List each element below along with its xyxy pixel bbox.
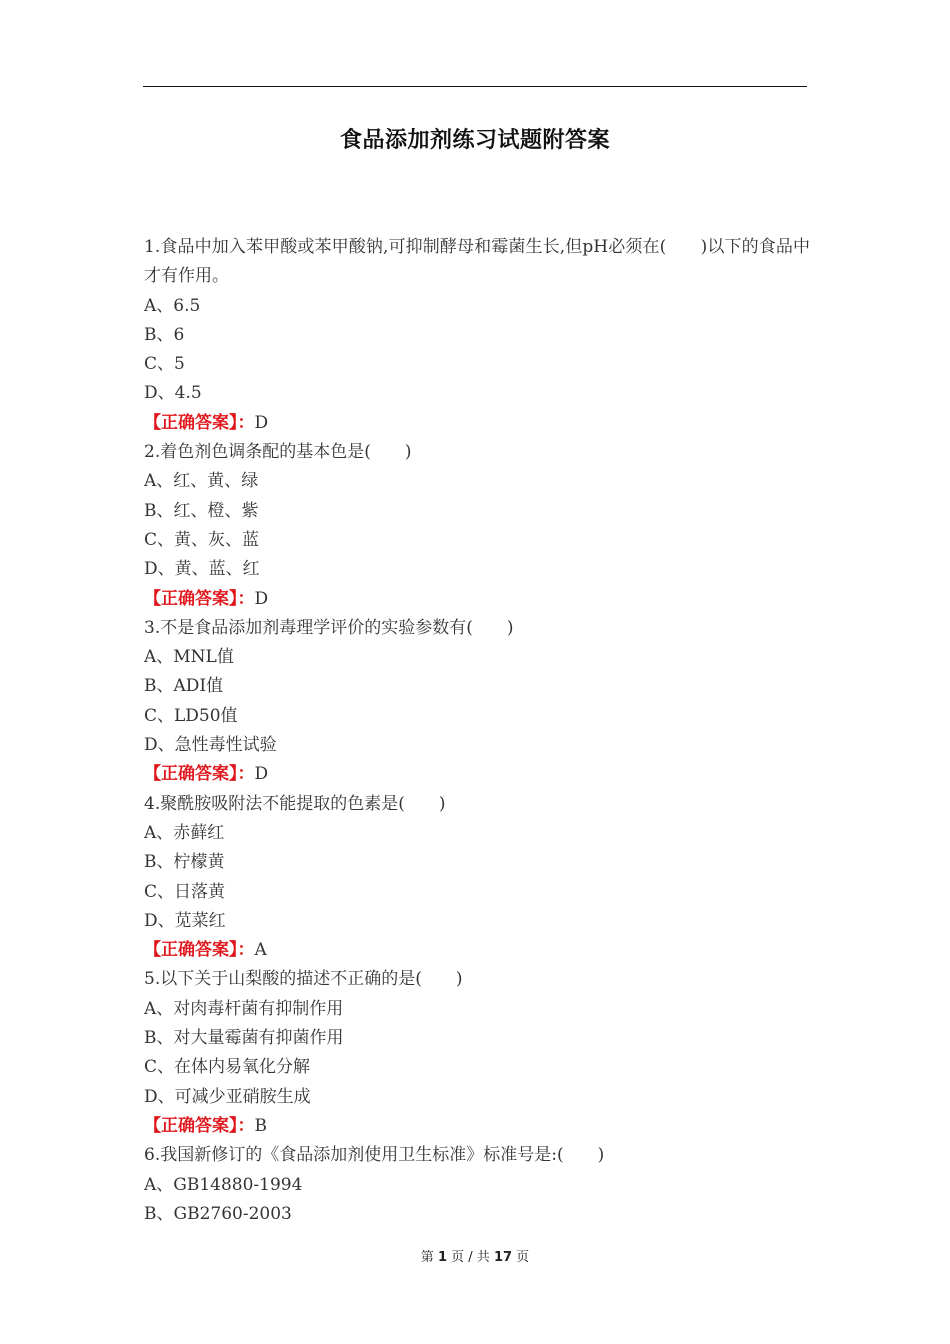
answer-label: 【正确答案】： [144, 412, 255, 433]
answer-label: 【正确答案】： [144, 764, 255, 785]
footer-mid: 页 / 共 [451, 1250, 490, 1265]
option: A、GB14880-1994 [144, 1174, 303, 1195]
option: B、红、橙、紫 [144, 500, 259, 521]
question-list [144, 233, 810, 1229]
option: D、急性毒性试验 [144, 735, 277, 756]
document-title: 食品添加剂练习试题附答案 [339, 127, 610, 153]
option: B、GB2760-2003 [144, 1203, 292, 1224]
question-block [144, 1141, 810, 1229]
answer-line [144, 1112, 810, 1141]
question-block [144, 438, 810, 614]
total-pages: 17 [493, 1250, 513, 1265]
option: A、赤藓红 [144, 822, 225, 843]
option: A、红、黄、绿 [144, 471, 259, 492]
option: C、5 [144, 354, 185, 375]
option: D、4.5 [144, 383, 202, 404]
option: A、6.5 [144, 295, 201, 316]
option: D、可减少亚硝胺生成 [144, 1086, 311, 1107]
option: C、在体内易氧化分解 [144, 1057, 311, 1078]
question-block [144, 233, 810, 438]
question-block [144, 614, 810, 790]
option: C、LD50值 [144, 705, 238, 726]
answer-line [144, 936, 810, 965]
option: D、苋菜红 [144, 910, 226, 931]
question-text: 4.聚酰胺吸附法不能提取的色素是( ) [144, 793, 446, 814]
answer-value: D [254, 764, 269, 785]
footer-prefix: 第 [420, 1250, 434, 1265]
option: B、对大量霉菌有抑菌作用 [144, 1028, 344, 1049]
option: D、黄、蓝、红 [144, 559, 260, 580]
answer-value: D [254, 588, 269, 609]
question-block [144, 790, 810, 966]
answer-line [144, 585, 810, 614]
option: A、MNL值 [144, 647, 234, 668]
option: B、ADI值 [144, 676, 224, 697]
option: A、对肉毒杆菌有抑制作用 [144, 998, 344, 1019]
question-block [144, 965, 810, 1141]
question-text: 5.以下关于山梨酸的描述不正确的是( ) [144, 969, 463, 990]
question-text: 1.食品中加入苯甲酸或苯甲酸钠,可抑制酵母和霉菌生长,但pH必须在( )以下的食品中才有作用。 [144, 237, 810, 287]
answer-value: B [254, 1115, 267, 1136]
answer-label: 【正确答案】： [144, 1115, 255, 1136]
answer-line [144, 760, 810, 789]
current-page: 1 [437, 1250, 447, 1265]
header-rule [143, 86, 807, 87]
answer-value: A [254, 940, 267, 961]
answer-value: D [254, 412, 269, 433]
footer-suffix: 页 [516, 1250, 530, 1265]
answer-line [144, 409, 810, 438]
option: C、黄、灰、蓝 [144, 529, 260, 550]
option: B、柠檬黄 [144, 852, 225, 873]
answer-label: 【正确答案】： [144, 588, 255, 609]
option: C、日落黄 [144, 881, 226, 902]
answer-label: 【正确答案】： [144, 940, 255, 961]
option: B、6 [144, 324, 185, 345]
question-text: 2.着色剂色调条配的基本色是( ) [144, 442, 412, 463]
question-text: 3.不是食品添加剂毒理学评价的实验参数有( ) [144, 617, 514, 638]
question-text: 6.我国新修订的《食品添加剂使用卫生标准》标准号是:( ) [144, 1145, 605, 1166]
page-footer [0, 1246, 950, 1265]
